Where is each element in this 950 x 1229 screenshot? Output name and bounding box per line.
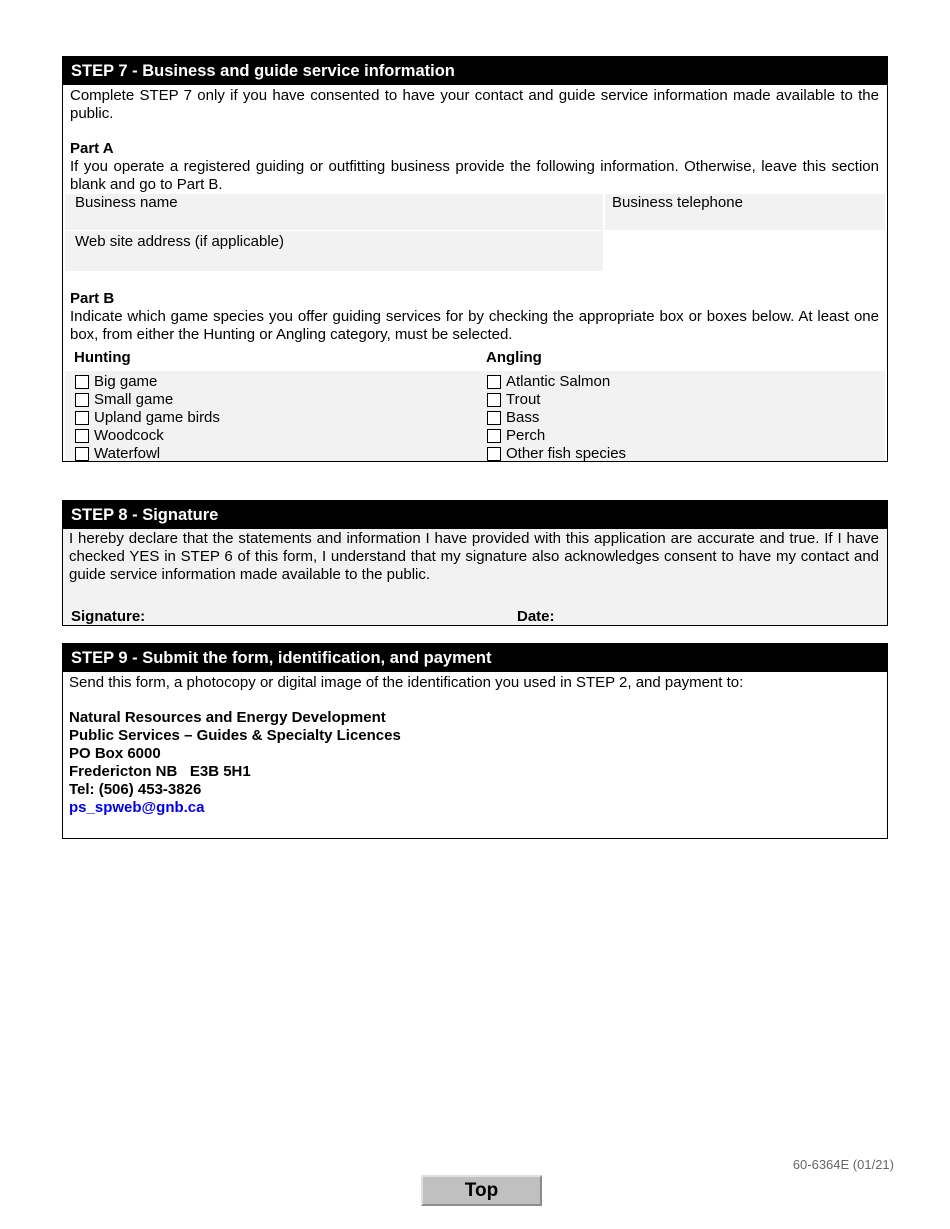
step8-section: [62, 500, 888, 626]
checkbox-waterfowl[interactable]: [75, 445, 160, 463]
business-name-field[interactable]: [65, 194, 603, 230]
checkbox-icon[interactable]: [487, 375, 501, 389]
address-line-telephone: Tel: (506) 453-3826: [69, 781, 202, 798]
checkbox-label: Bass: [506, 409, 540, 426]
step9-section: [62, 643, 888, 839]
checkbox-icon[interactable]: [487, 447, 501, 461]
form-code: 60-6364E (01/21): [792, 1157, 894, 1172]
checkbox-perch[interactable]: [487, 427, 545, 445]
step8-title: STEP 8 - Signature: [63, 501, 887, 529]
checkbox-icon[interactable]: [75, 375, 89, 389]
address-block: [69, 709, 401, 817]
checkbox-icon[interactable]: [75, 411, 89, 425]
checkbox-bass[interactable]: [487, 409, 539, 427]
checkbox-label: Upland game birds: [94, 409, 220, 426]
checkbox-big-game[interactable]: [75, 373, 157, 391]
part-b-heading: Part B: [70, 290, 115, 307]
email-link[interactable]: ps_spweb@gnb.ca: [69, 799, 205, 816]
checkbox-label: Other fish species: [506, 445, 627, 462]
hunting-heading: Hunting: [74, 349, 131, 366]
website-field[interactable]: [65, 231, 603, 271]
part-a-text: If you operate a registered guiding or outfitting business provide the following information. Otherwise, leave this section blank and go to Part B.: [70, 158, 879, 193]
checkbox-upland-game-birds[interactable]: [75, 409, 220, 427]
species-area: [65, 371, 885, 461]
checkbox-label: Trout: [506, 391, 541, 408]
checkbox-small-game[interactable]: [75, 391, 173, 409]
checkbox-icon[interactable]: [487, 393, 501, 407]
step7-section: [62, 56, 888, 462]
checkbox-label: Atlantic Salmon: [506, 373, 611, 390]
part-a-heading: Part A: [70, 140, 114, 157]
checkbox-label: Perch: [506, 427, 546, 444]
checkbox-icon[interactable]: [487, 429, 501, 443]
business-telephone-label: Business telephone: [612, 194, 743, 211]
address-line-office: Public Services – Guides & Specialty Licences: [69, 727, 401, 744]
business-name-label: Business name: [75, 194, 178, 211]
checkbox-trout[interactable]: [487, 391, 540, 409]
checkbox-label: Big game: [94, 373, 158, 390]
step7-intro: Complete STEP 7 only if you have consented to have your contact and guide service information made available to the public.: [70, 87, 879, 122]
signature-label[interactable]: Signature:: [71, 608, 146, 625]
step9-title: STEP 9 - Submit the form, identification, and payment: [63, 644, 887, 672]
checkbox-icon[interactable]: [75, 429, 89, 443]
checkbox-label: Small game: [94, 391, 174, 408]
checkbox-label: Waterfowl: [94, 445, 161, 462]
checkbox-other-fish-species[interactable]: [487, 445, 626, 463]
checkbox-icon[interactable]: [487, 411, 501, 425]
angling-heading: Angling: [486, 349, 542, 366]
step7-title: STEP 7 - Business and guide service information: [63, 57, 887, 85]
checkbox-icon[interactable]: [75, 447, 89, 461]
checkbox-label: Woodcock: [94, 427, 164, 444]
address-line-city: Fredericton NB E3B 5H1: [69, 763, 251, 780]
date-label[interactable]: Date:: [517, 608, 555, 625]
checkbox-atlantic-salmon[interactable]: [487, 373, 610, 391]
top-button[interactable]: Top: [421, 1175, 542, 1206]
address-line-department: Natural Resources and Energy Development: [69, 709, 386, 726]
address-line-po-box: PO Box 6000: [69, 745, 161, 762]
business-telephone-field[interactable]: [605, 194, 885, 230]
part-b-text: Indicate which game species you offer guiding services for by checking the appropriate box or boxes below. At least one box, from either the Hunting or Angling category, must be selected.: [70, 308, 879, 343]
step8-declaration: I hereby declare that the statements and information I have provided with this application are accurate and true. If I have checked YES in STEP 6 of this form, I understand that my signature also acknowledges consent to have my contact and guide service information made available to the public.: [69, 530, 879, 583]
website-label: Web site address (if applicable): [75, 233, 284, 250]
step9-intro: Send this form, a photocopy or digital image of the identification you used in STEP 2, and payment to:: [69, 674, 744, 691]
checkbox-woodcock[interactable]: [75, 427, 164, 445]
checkbox-icon[interactable]: [75, 393, 89, 407]
